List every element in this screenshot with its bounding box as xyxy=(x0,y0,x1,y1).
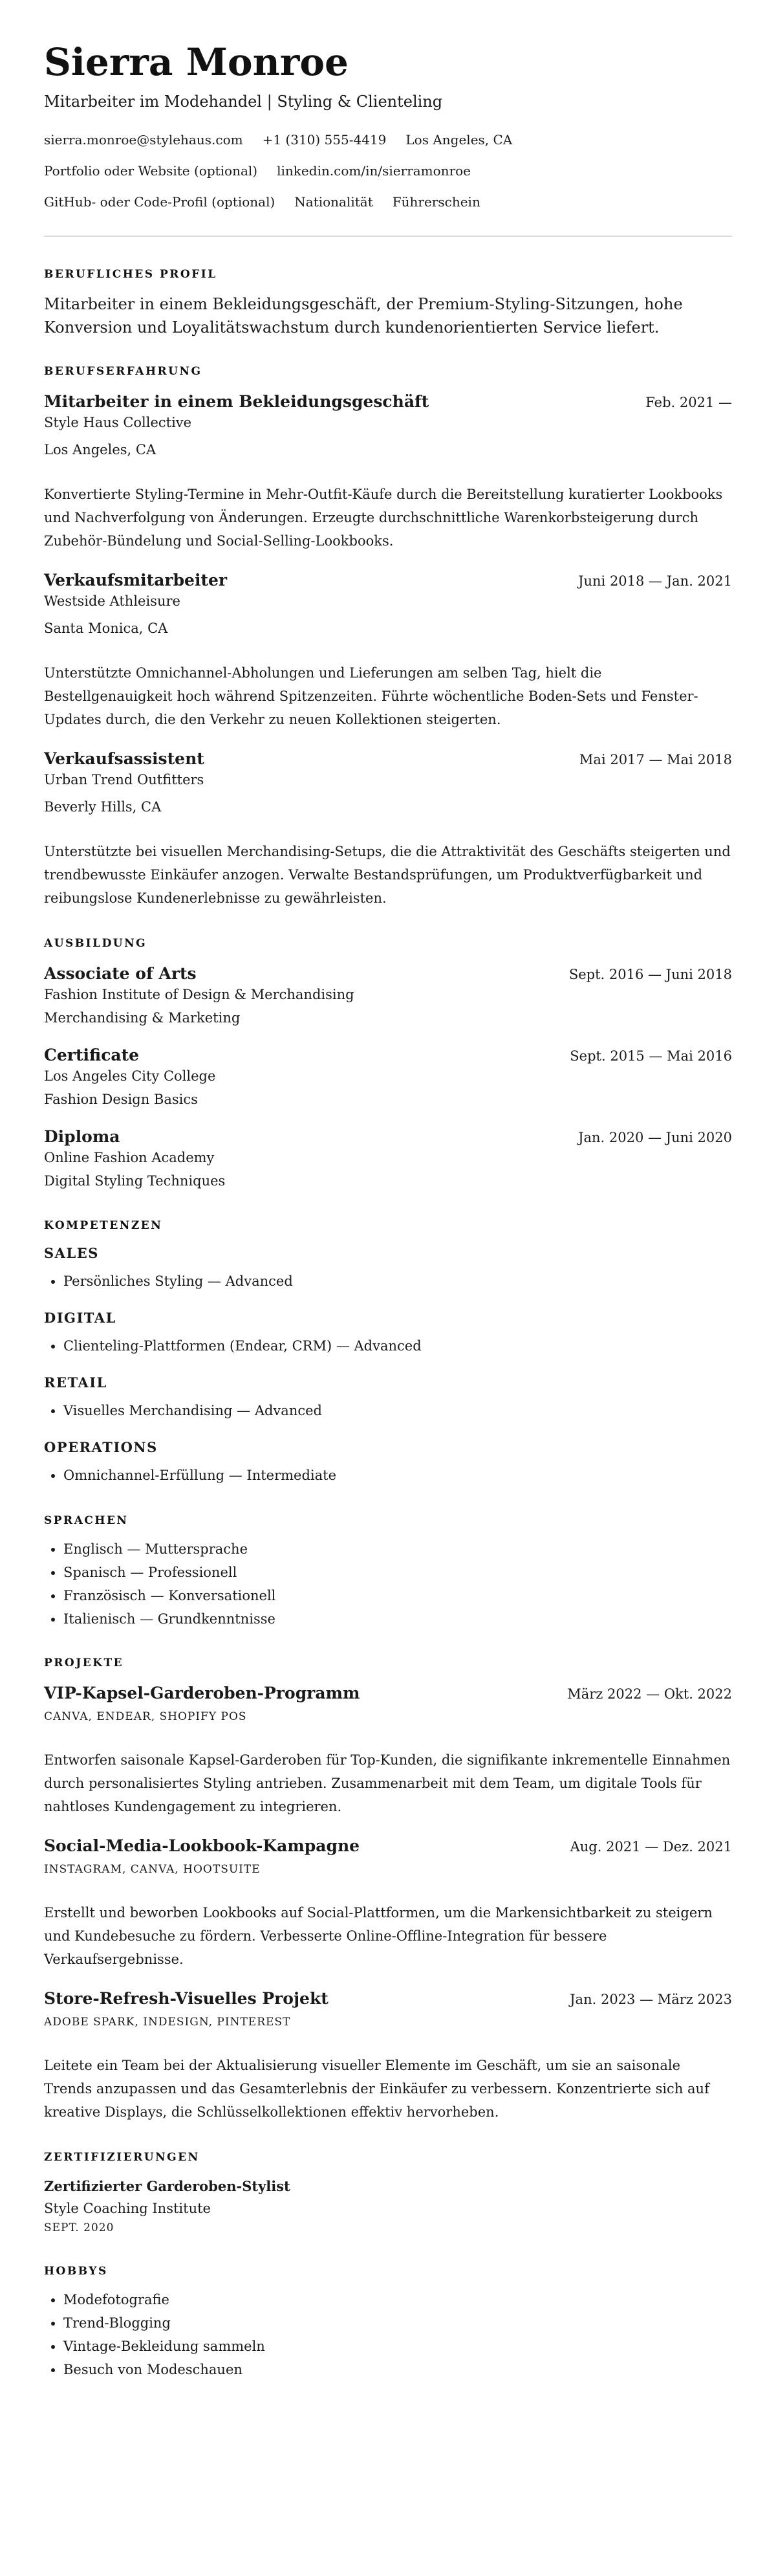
experience-entry xyxy=(44,391,732,553)
nationality: Nationalität xyxy=(294,194,373,210)
job-title: Mitarbeiter in einem Bekleidungsgeschäft xyxy=(44,392,429,411)
job-location: Beverly Hills, CA xyxy=(44,799,162,815)
job-location: Santa Monica, CA xyxy=(44,621,168,636)
skill-list xyxy=(44,1334,732,1358)
skill-category: SALES xyxy=(44,1245,99,1261)
certification-name: Zertifizierter Garderoben-Stylist xyxy=(44,2178,290,2194)
section-title-hobbies: HOBBYS xyxy=(44,2265,108,2278)
school-name: Online Fashion Academy xyxy=(44,1150,215,1165)
candidate-name: Sierra Monroe xyxy=(44,40,349,84)
education-entry xyxy=(44,1044,732,1109)
drivers-license: Führerschein xyxy=(392,194,480,210)
job-location: Los Angeles, CA xyxy=(44,442,156,457)
portfolio-link[interactable]: Portfolio oder Website (optional) xyxy=(44,163,258,179)
location: Los Angeles, CA xyxy=(405,132,513,148)
project-description: Erstellt und beworben Lookbooks auf Social-Plattformen, um die Markensichtbarkeit zu steigern und Kundebesuche zu fördern. Verbesserte Online-Offline-Integration für bessere Verkaufsergebnisse. xyxy=(44,1905,713,1967)
section-title-education: AUSBILDUNG xyxy=(44,937,147,950)
degree: Certificate xyxy=(44,1046,140,1064)
section-title-languages: SPRACHEN xyxy=(44,1514,129,1527)
school-name: Los Angeles City College xyxy=(44,1068,216,1084)
education-date: Sept. 2015 — Mai 2016 xyxy=(570,1048,732,1064)
section-title-skills: KOMPETENZEN xyxy=(44,1219,163,1232)
company-name: Style Haus Collective xyxy=(44,415,192,430)
certification-date: SEPT. 2020 xyxy=(44,2221,114,2234)
project-tools: CANVA, ENDEAR, SHOPIFY POS xyxy=(44,1710,247,1723)
education-entry xyxy=(44,1126,732,1191)
profile-summary: Mitarbeiter in einem Bekleidungsgeschäft, der Premium-Styling-Sitzungen, hohe Konversion und Loyalitätswachstum durch kundenorientierten Service liefert. xyxy=(44,295,683,336)
language-item: • Spanisch — Professionell xyxy=(63,1561,732,1584)
hobby-item: • Vintage-Bekleidung sammeln xyxy=(63,2335,732,2358)
company-name: Westside Athleisure xyxy=(44,593,180,609)
job-description: Unterstützte bei visuellen Merchandising-Setups, die die Attraktivität des Geschäfts steigerten und trendbewusste Einkäufer anzogen. Verwalte Bestandsprüfungen, um Produktverfügbarkeit und reibungslose Kundenerlebnisse zu gewährleisten. xyxy=(44,844,731,906)
section-title-certifications: ZERTIFIZIERUNGEN xyxy=(44,2151,200,2164)
hobby-item: • Trend-Blogging xyxy=(63,2311,732,2335)
project-entry xyxy=(44,1682,732,1818)
language-item: • Französisch — Konversationell xyxy=(63,1584,732,1607)
section-title-experience: BERUFSERFAHRUNG xyxy=(44,365,202,378)
certification-issuer: Style Coaching Institute xyxy=(44,2201,211,2216)
hobby-list xyxy=(44,2288,732,2381)
field-of-study: Merchandising & Marketing xyxy=(44,1010,241,1026)
education-date: Jan. 2020 — Juni 2020 xyxy=(578,1130,732,1145)
job-title: Verkaufsmitarbeiter xyxy=(44,571,228,589)
skill-category: DIGITAL xyxy=(44,1310,116,1326)
phone-link[interactable]: +1 (310) 555-4419 xyxy=(262,132,387,148)
skill-list xyxy=(44,1399,732,1422)
skill-category: RETAIL xyxy=(44,1374,107,1391)
project-entry xyxy=(44,1988,732,2124)
section-title-projects: PROJEKTE xyxy=(44,1657,124,1669)
experience-entry xyxy=(44,748,732,910)
job-description: Konvertierte Styling-Termine in Mehr-Outfit-Käufe durch die Bereitstellung kuratierter Lookbooks und Nachverfolgung von Änderungen. Erzeugte durchschnittliche Warenkorbsteigerung durch Zubehör-Bündelung und Social-Selling-Lookbooks. xyxy=(44,487,723,549)
job-title: Verkaufsassistent xyxy=(44,749,204,768)
education-entry xyxy=(44,963,732,1028)
project-description: Entworfen saisonale Kapsel-Garderoben für Top-Kunden, die signifikante inkrementelle Einnahmen durch personalisiertes Styling antrieben. Zusammenarbeit mit dem Team, um digitale Tools für nahtloses Kundengagement zu integrieren. xyxy=(44,1752,731,1814)
project-tools: ADOBE SPARK, INDESIGN, PINTEREST xyxy=(44,2016,291,2029)
project-description: Leitete ein Team bei der Aktualisierung visueller Elemente im Geschäft, um sie an saisonale Trends anzupassen und das Gesamterlebnis der Einkäufer zu verbessern. Konzentrierte sich auf kreative Displays, die Schlüsselkollektionen effektiv hervorheben. xyxy=(44,2058,709,2120)
job-date: Feb. 2021 — xyxy=(645,395,732,410)
project-date: Jan. 2023 — März 2023 xyxy=(570,1992,732,2007)
header-divider xyxy=(44,236,732,237)
skill-item: • Persönliches Styling — Advanced xyxy=(63,1270,732,1293)
skill-item: • Omnichannel-Erfüllung — Intermediate xyxy=(63,1464,732,1487)
project-name: VIP-Kapsel-Garderoben-Programm xyxy=(44,1684,360,1702)
degree: Associate of Arts xyxy=(44,964,197,983)
certification-entry xyxy=(44,2177,732,2236)
education-date: Sept. 2016 — Juni 2018 xyxy=(568,967,732,982)
degree: Diploma xyxy=(44,1127,120,1146)
project-name: Social-Media-Lookbook-Kampagne xyxy=(44,1836,360,1855)
contact-row-links xyxy=(44,162,732,180)
company-name: Urban Trend Outfitters xyxy=(44,772,204,787)
headline: Mitarbeiter im Modehandel | Styling & Clienteling xyxy=(44,93,443,111)
skill-category: OPERATIONS xyxy=(44,1439,158,1455)
hobby-item: • Modefotografie xyxy=(63,2288,732,2311)
skill-item: • Clienteling-Plattformen (Endear, CRM) — Advanced xyxy=(63,1334,732,1358)
language-item: • Italienisch — Grundkenntnisse xyxy=(63,1607,732,1631)
section-title-profile: BERUFLICHES PROFIL xyxy=(44,268,217,281)
email-link[interactable]: sierra.monroe@stylehaus.com xyxy=(44,132,243,148)
project-tools: INSTAGRAM, CANVA, HOOTSUITE xyxy=(44,1863,261,1876)
project-date: März 2022 — Okt. 2022 xyxy=(567,1686,732,1702)
job-date: Mai 2017 — Mai 2018 xyxy=(579,752,732,767)
language-list xyxy=(44,1537,732,1631)
project-date: Aug. 2021 — Dez. 2021 xyxy=(570,1839,732,1855)
field-of-study: Fashion Design Basics xyxy=(44,1092,198,1107)
hobby-item: • Besuch von Modeschauen xyxy=(63,2358,732,2381)
job-description: Unterstützte Omnichannel-Abholungen und Lieferungen am selben Tag, hielt die Bestellgenauigkeit hoch während Spitzenzeiten. Führte wöchentliche Boden-Sets und Fenster-Updates durch, die den Verkehr zu neuen Kollektionen steigerten. xyxy=(44,665,698,727)
experience-entry xyxy=(44,569,732,731)
linkedin-link[interactable]: linkedin.com/in/sierramonroe xyxy=(277,163,471,179)
github-link[interactable]: GitHub- oder Code-Profil (optional) xyxy=(44,194,275,210)
project-name: Store-Refresh-Visuelles Projekt xyxy=(44,1989,329,2008)
skill-list xyxy=(44,1464,732,1487)
contact-row-extra xyxy=(44,193,732,211)
language-item: • Englisch — Muttersprache xyxy=(63,1537,732,1561)
school-name: Fashion Institute of Design & Merchandising xyxy=(44,987,354,1002)
contact-row xyxy=(44,131,732,149)
skill-list xyxy=(44,1270,732,1293)
skill-item: • Visuelles Merchandising — Advanced xyxy=(63,1399,732,1422)
field-of-study: Digital Styling Techniques xyxy=(44,1173,226,1189)
project-entry xyxy=(44,1835,732,1971)
job-date: Juni 2018 — Jan. 2021 xyxy=(578,573,732,589)
